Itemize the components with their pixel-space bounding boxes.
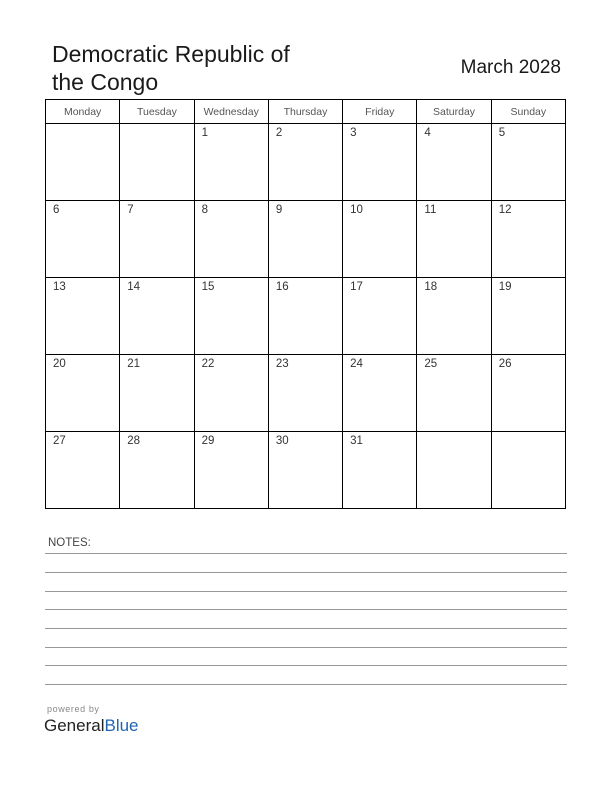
day-cell <box>46 201 120 278</box>
day-cell <box>491 124 565 201</box>
notes-label: NOTES: <box>48 537 91 549</box>
day-number: 13 <box>53 281 66 293</box>
day-cell <box>120 201 194 278</box>
day-cell <box>194 124 268 201</box>
weekday-header: Sunday <box>491 100 565 124</box>
day-cell <box>343 432 417 509</box>
day-number: 23 <box>275 358 289 370</box>
day-number: 17 <box>350 281 363 293</box>
day-cell <box>120 124 194 201</box>
notes-line <box>45 553 567 554</box>
weekday-header-row <box>46 100 566 124</box>
day-cell <box>46 355 120 432</box>
day-cell <box>194 278 268 355</box>
day-number: 24 <box>350 358 363 370</box>
day-number: 22 <box>201 358 215 370</box>
notes-line <box>45 572 567 573</box>
day-number: 25 <box>424 358 438 370</box>
day-cell <box>417 432 491 509</box>
day-number: 21 <box>127 358 141 370</box>
day-cell <box>46 124 120 201</box>
day-cell <box>46 432 120 509</box>
month-year-title: March 2028 <box>460 57 561 78</box>
day-number: 7 <box>127 204 134 216</box>
day-cell <box>268 432 342 509</box>
day-cell <box>268 355 342 432</box>
notes-line <box>45 609 567 610</box>
day-number: 12 <box>498 204 512 216</box>
day-number <box>46 124 119 127</box>
day-number: 30 <box>275 435 289 447</box>
weekday-header: Friday <box>343 100 417 124</box>
day-cell <box>491 432 565 509</box>
day-cell <box>343 201 417 278</box>
weekday-header: Thursday <box>268 100 342 124</box>
notes-line <box>45 665 567 666</box>
day-cell <box>268 124 342 201</box>
day-cell <box>268 278 342 355</box>
day-number: 16 <box>275 281 289 293</box>
day-cell <box>46 278 120 355</box>
day-cell <box>491 201 565 278</box>
day-cell <box>343 278 417 355</box>
day-cell <box>417 278 491 355</box>
powered-by-label: powered by <box>47 704 100 714</box>
day-number <box>417 432 490 435</box>
day-cell <box>120 278 194 355</box>
country-title: Democratic Republic of the Congo <box>52 41 290 95</box>
day-number: 27 <box>53 435 66 447</box>
day-cell <box>194 355 268 432</box>
day-cell <box>417 124 491 201</box>
day-number: 8 <box>201 204 208 216</box>
notes-line <box>45 628 567 629</box>
day-number: 26 <box>498 358 512 370</box>
day-number: 28 <box>127 435 141 447</box>
calendar-grid <box>45 99 566 509</box>
day-number: 11 <box>424 204 437 216</box>
day-number <box>120 124 193 127</box>
day-cell <box>268 201 342 278</box>
week-row <box>46 432 566 509</box>
day-cell <box>417 355 491 432</box>
week-row <box>46 278 566 355</box>
day-cell <box>194 432 268 509</box>
day-number: 29 <box>201 435 215 447</box>
week-row <box>46 355 566 432</box>
day-number: 15 <box>201 281 215 293</box>
day-number: 14 <box>127 281 141 293</box>
day-number <box>492 432 565 435</box>
brand-name-part2: Blue <box>104 716 139 735</box>
weekday-header: Monday <box>46 100 120 124</box>
day-cell <box>343 355 417 432</box>
day-number: 10 <box>350 204 363 216</box>
brand-name-part1: General <box>44 716 105 735</box>
day-number: 1 <box>201 127 208 139</box>
day-number: 6 <box>53 204 60 216</box>
day-number: 4 <box>424 127 431 139</box>
weekday-header: Wednesday <box>194 100 268 124</box>
day-number: 9 <box>275 204 283 216</box>
day-cell <box>343 124 417 201</box>
notes-line <box>45 591 567 592</box>
day-number: 5 <box>498 127 506 139</box>
day-number: 2 <box>275 127 283 139</box>
day-number: 19 <box>498 281 512 293</box>
week-row <box>46 201 566 278</box>
day-cell <box>491 278 565 355</box>
day-cell <box>417 201 491 278</box>
generalblue-logo <box>44 716 139 736</box>
day-number: 31 <box>350 435 363 447</box>
notes-line <box>45 647 567 648</box>
week-row <box>46 124 566 201</box>
day-number: 3 <box>350 127 357 139</box>
weekday-header: Saturday <box>417 100 491 124</box>
day-cell <box>491 355 565 432</box>
day-cell <box>120 432 194 509</box>
weekday-header: Tuesday <box>120 100 194 124</box>
day-number: 20 <box>53 358 66 370</box>
day-cell <box>120 355 194 432</box>
day-number: 18 <box>424 281 438 293</box>
notes-line <box>45 684 567 685</box>
day-cell <box>194 201 268 278</box>
